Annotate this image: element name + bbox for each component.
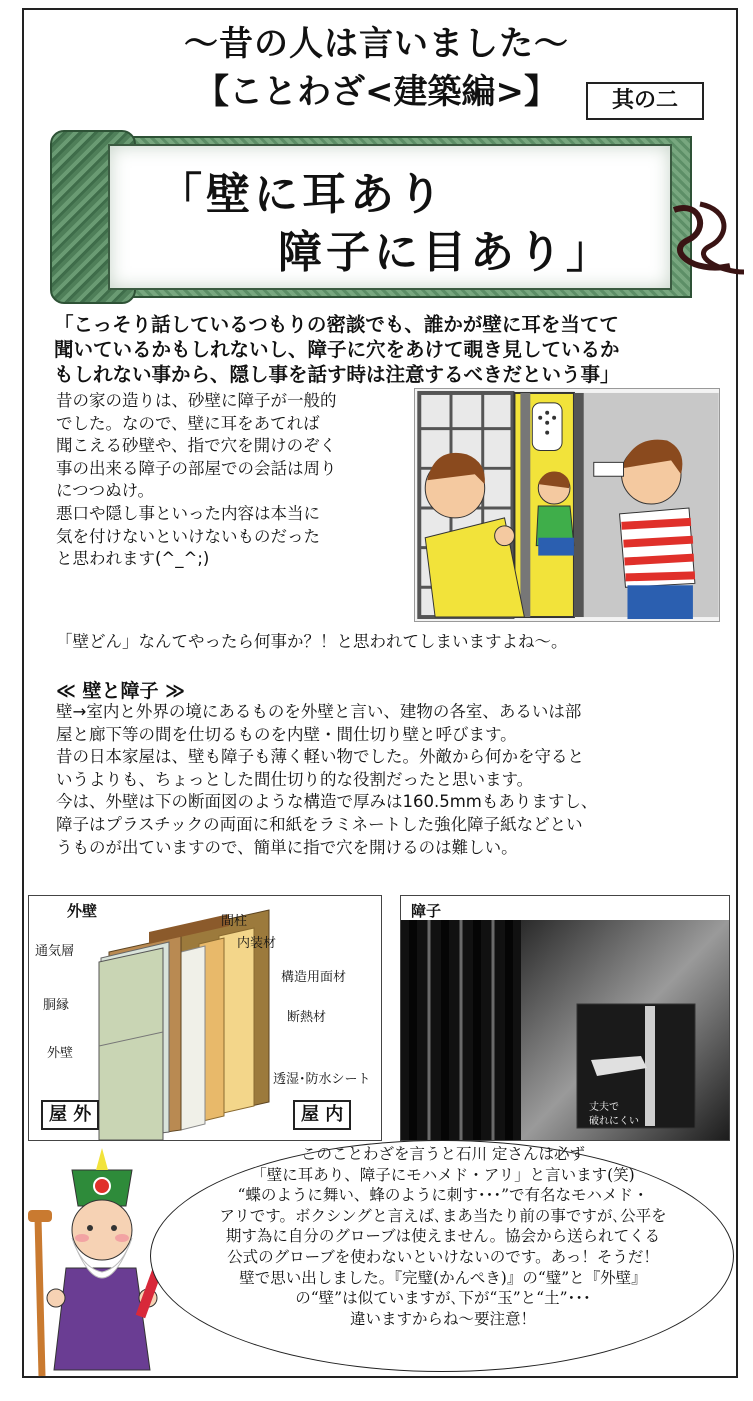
label-gaiheki: 外壁 xyxy=(47,1046,74,1061)
text-line: 昔の家の造りは、砂壁に障子が一般的 xyxy=(56,391,337,410)
text-line: 壁→室内と外界の境にあるものを外壁と言い、建物の各室、あるいは部 xyxy=(56,702,582,721)
proverb-line-2: 障子に目あり」 xyxy=(278,227,614,278)
proverb-meaning xyxy=(54,312,734,387)
bubble-line: アリです。ボクシングと言えば､まあ当たり前の事ですが､公平を xyxy=(219,1206,667,1225)
meaning-line: もしれない事から、隠し事を話す時は注意するべきだという事」 xyxy=(54,363,620,386)
part-badge: 其の二 xyxy=(586,82,704,120)
text-line: と思われます(^_^;) xyxy=(56,549,210,569)
label-dannetsu: 断熱材 xyxy=(287,1010,327,1025)
text-line: うものが出ていますので、簡単に指で穴を開けるのは難しい。 xyxy=(56,837,518,857)
text-line: 聞こえる砂壁や、指で穴を開けのぞく xyxy=(56,436,337,456)
text-line: 今は、外壁は下の断面図のような構造で厚みは160.5mmもありますし、 xyxy=(56,792,598,812)
text-line: 障子はプラスチックの両面に和紙をラミネートした強化障子紙などとい xyxy=(56,814,583,834)
label-doubuchi: 胴縁 xyxy=(43,998,70,1013)
page-title: 〜昔の人は言いました〜 xyxy=(184,24,569,64)
bubble-line: 期す為に自分のグローブは使えません。協会から送られてくる xyxy=(225,1227,661,1246)
bubble-line: 壁で思い出しました。『完璧(かんぺき)』の“璧”と『外壁』 xyxy=(239,1268,647,1287)
section-heading: ≪ 壁と障子 ≫ xyxy=(56,680,186,702)
explanation-text xyxy=(56,390,412,571)
text-line: 事の出来る障子の部屋での会話は周り xyxy=(56,458,337,478)
text-line: 気を付けないといけないものだった xyxy=(56,526,320,546)
text-line: につつぬけ。 xyxy=(56,481,155,501)
wall-diagram xyxy=(28,895,382,1141)
label-kouzou: 構造用面材 xyxy=(281,970,347,985)
explanation-last-line: 「壁どん」なんてやったら何事か？！と思われてしまいますよね〜。 xyxy=(56,632,568,651)
label-toushitsu: 透湿･防水シート xyxy=(273,1072,371,1087)
bubble-line: このことわざを言うと石川 定さんは必ず xyxy=(301,1145,585,1163)
shoji-photo xyxy=(401,920,729,1140)
text-line: でした。なので、壁に耳をあてれば xyxy=(56,413,320,433)
meaning-line: 「こっそり話しているつもりの密談でも、誰かが壁に耳を当てて xyxy=(54,313,619,336)
diagram-title: 外壁 xyxy=(67,902,98,920)
meaning-line: 聞いているかもしれないし、障子に穴をあけて覗き見しているか xyxy=(54,338,620,361)
text-line: 昔の日本家屋は、壁も障子も薄く軽い物でした。外敵から何かを守ると xyxy=(56,747,584,767)
proverb-line-1: 「壁に耳あり xyxy=(158,169,446,220)
speech-bubble-text xyxy=(176,1144,710,1329)
label-mabashira: 間柱 xyxy=(221,914,248,929)
text-line: いうよりも、ちょっとした間仕切り的な役割だったと思います。 xyxy=(56,769,534,789)
shoji-photo-panel xyxy=(400,895,730,1141)
photo-caption-1: 丈夫で xyxy=(589,1102,619,1113)
label-outside: 屋 外 xyxy=(41,1100,99,1130)
photo-title: 障子 xyxy=(411,902,442,920)
scroll-cord-icon xyxy=(670,200,750,280)
section-text xyxy=(56,701,736,859)
label-tsukisou: 通気層 xyxy=(35,944,75,959)
label-naisouzai: 内装材 xyxy=(237,936,277,951)
eavesdrop-illustration xyxy=(414,388,720,622)
bubble-line: の“壁”は似ていますが､下が“玉”と“土”･･･ xyxy=(295,1289,591,1308)
bubble-line: 公式のグローブを使わないといけないのです。あっ！そうだ！ xyxy=(227,1247,659,1266)
page-subtitle: 【ことわざ<建築編>】 xyxy=(195,72,558,112)
text-line: 悪口や隠し事といった内容は本当に xyxy=(56,503,320,523)
bubble-line: 違いますからね〜要注意！ xyxy=(349,1309,536,1328)
bubble-line: “蝶のように舞い、蜂のように刺す･･･”で有名なモハメド・ xyxy=(237,1186,649,1205)
text-line: 屋と廊下等の間を仕切るものを内壁・間仕切り壁と呼びます。 xyxy=(56,724,517,744)
photo-caption-2: 破れにくい xyxy=(589,1116,639,1127)
bubble-line: 「壁に耳あり、障子にモハメド・アリ」と言います(笑) xyxy=(251,1165,635,1184)
label-inside: 屋 内 xyxy=(293,1100,351,1130)
